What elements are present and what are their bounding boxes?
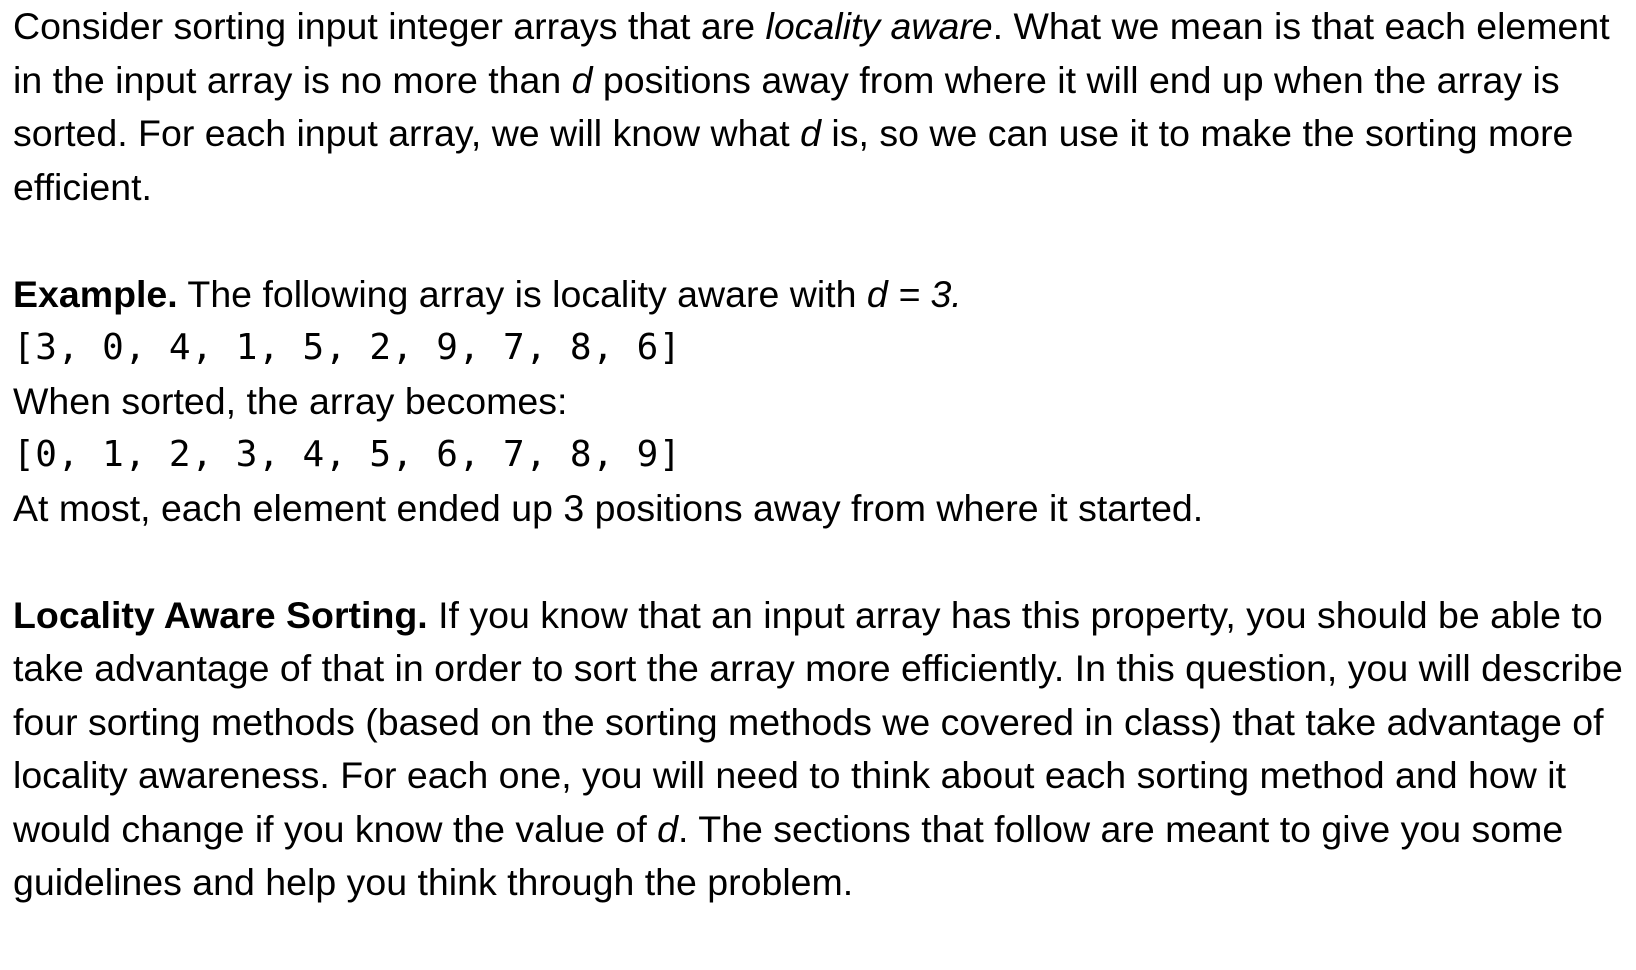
locality-sorting-body: If you know that an input array has this property, you should be able to take advantage of that in order to sort the array more efficiently. In this question, you will describe four sorting methods (based on the sorting methods we covered in class) that take advantage of locality awareness. For each one, you will need to think about each sorting method and how it would change if you know the value of [13,593,1623,850]
paragraph-spacer [13,535,1628,589]
intro-term: locality aware [765,5,993,47]
intro-text-2: . What we mean is that each element in the input array is no more than [13,5,1610,101]
intro-paragraph [13,0,1628,214]
example-lead: The following array is locality aware with [177,272,867,315]
example-line [13,268,1628,322]
locality-sorting-var-d: d [657,807,679,850]
locality-sorting-tail: . The sections that follow are meant to give you some guidelines and help you think through the problem. [13,807,1564,903]
example-conclusion: At most, each element ended up 3 positions away from where it started. [13,486,1204,529]
example-heading: Example. [13,272,178,315]
intro-text-4: is, so we can use it to make the sorting more efficient. [13,112,1574,208]
document-body [13,0,1628,910]
example-d-value: = 3. [887,272,962,315]
intro-text-3: positions away from where it will end up when the array is sorted. For each input array, we will know what [13,58,1560,154]
input-array-code: [3, 0, 4, 1, 5, 2, 9, 7, 8, 6] [13,327,682,368]
paragraph-spacer [13,214,1628,268]
intro-text-1: Consider sorting input integer arrays that are [13,5,766,47]
intro-var-d-2: d [800,112,821,154]
sorted-label: When sorted, the array becomes: [13,379,568,422]
example-d-var: d [866,272,888,315]
sorted-array-code: [0, 1, 2, 3, 4, 5, 6, 7, 8, 9] [13,434,682,475]
intro-var-d-1: d [571,58,593,101]
locality-sorting-paragraph [13,589,1628,910]
locality-sorting-heading: Locality Aware Sorting. [13,593,428,636]
